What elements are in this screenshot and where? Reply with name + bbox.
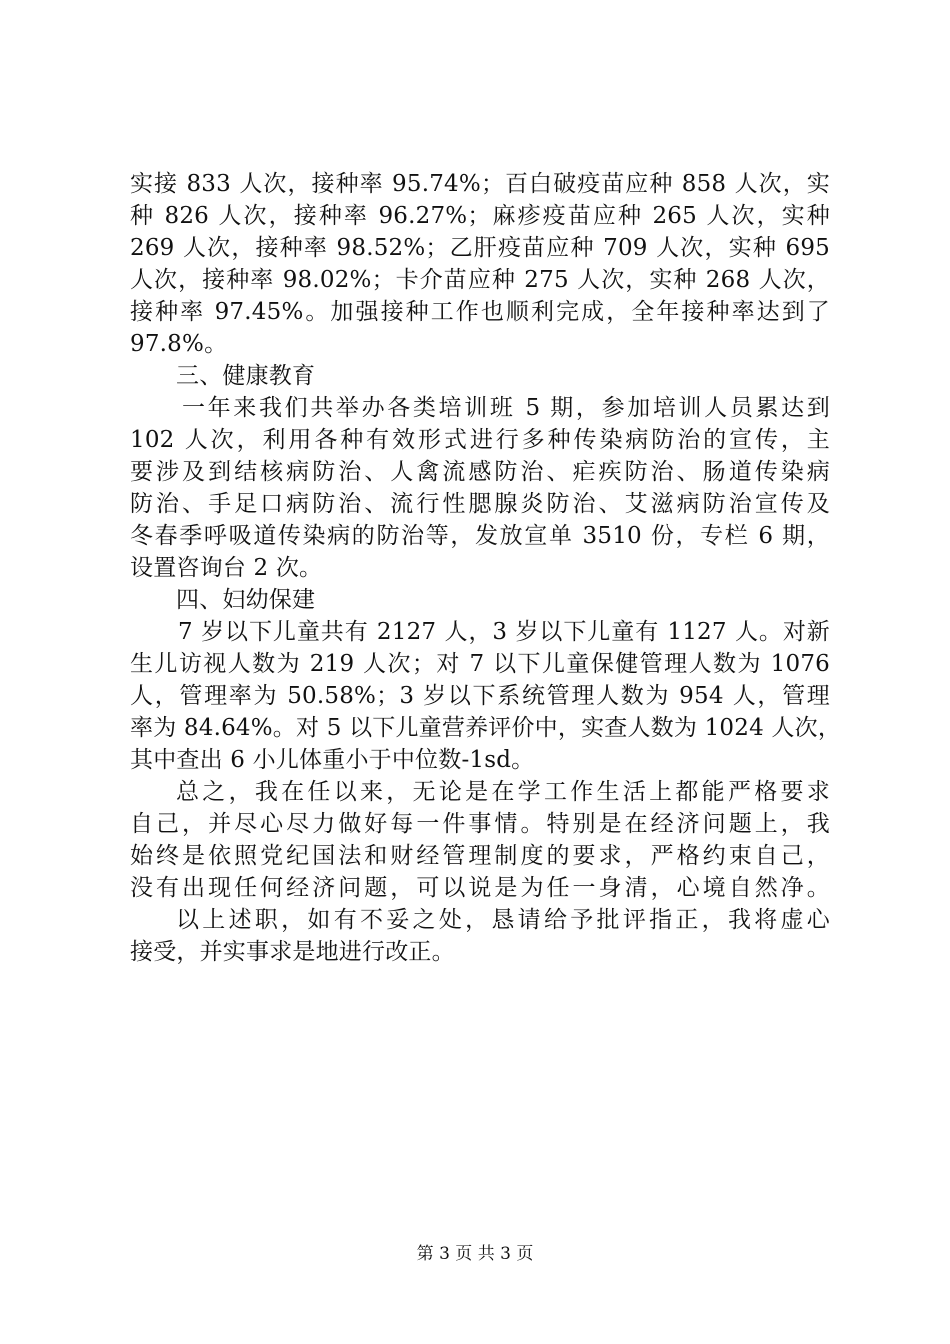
text-line: 总之，我在任以来，无论是在学工作生活上都能严格要求 xyxy=(176,779,830,805)
text-line: 人，管理率为 50.58%；3 岁以下系统管理人数为 954 人，管理 xyxy=(130,683,830,709)
text-line: 102 人次，利用各种有效形式进行多种传染病防治的宣传，主 xyxy=(130,427,830,453)
text-line: 没有出现任何经济问题，可以说是为任一身清，心境自然净。 xyxy=(130,875,830,901)
text-line: 设置咨询台 2 次。 xyxy=(130,555,323,581)
text-line: 始终是依照党纪国法和财经管理制度的要求，严格约束自己， xyxy=(130,843,830,869)
text-line: 人次，接种率 98.02%；卡介苗应种 275 人次，实种 268 人次， xyxy=(130,267,830,293)
text-line: 97.8%。 xyxy=(130,331,228,357)
text-line: 种 826 人次，接种率 96.27%；麻疹疫苗应种 265 人次，实种 xyxy=(130,203,830,229)
section-heading-health-education: 三、健康教育 xyxy=(176,363,316,389)
text-line: 其中查出 6 小儿体重小于中位数-1sd。 xyxy=(130,747,535,773)
text-line: 7 岁以下儿童共有 2127 人，3 岁以下儿童有 1127 人。对新 xyxy=(178,619,830,645)
text-line: 率为 84.64%。对 5 以下儿童营养评价中，实查人数为 1024 人次， xyxy=(130,715,842,741)
text-line: 防治、手足口病防治、流行性腮腺炎防治、艾滋病防治宣传及 xyxy=(130,491,830,517)
text-line: 冬春季呼吸道传染病的防治等，发放宣单 3510 份，专栏 6 期， xyxy=(130,523,830,549)
text-line: 要涉及到结核病防治、人禽流感防治、疟疾防治、肠道传染病 xyxy=(130,459,830,485)
text-line: 生儿访视人数为 219 人次；对 7 以下儿童保健管理人数为 1076 xyxy=(130,651,830,677)
text-line: 一年来我们共举办各类培训班 5 期，参加培训人员累达到 xyxy=(182,395,830,421)
text-line: 接受，并实事求是地进行改正。 xyxy=(130,939,455,965)
text-line: 以上述职，如有不妥之处，恳请给予批评指正，我将虚心 xyxy=(176,907,830,933)
section-heading-maternal-child: 四、妇幼保建 xyxy=(176,587,316,613)
page-footer: 第 3 页 共 3 页 xyxy=(416,1244,534,1264)
text-line: 接种率 97.45%。加强接种工作也顺利完成，全年接种率达到了 xyxy=(130,299,830,325)
text-line: 实接 833 人次，接种率 95.74%；百白破疫苗应种 858 人次，实 xyxy=(130,171,830,197)
document-body xyxy=(130,168,842,968)
text-line: 自己，并尽心尽力做好每一件事情。特别是在经济问题上，我 xyxy=(130,811,830,837)
text-line: 269 人次，接种率 98.52%；乙肝疫苗应种 709 人次，实种 695 xyxy=(130,235,830,261)
